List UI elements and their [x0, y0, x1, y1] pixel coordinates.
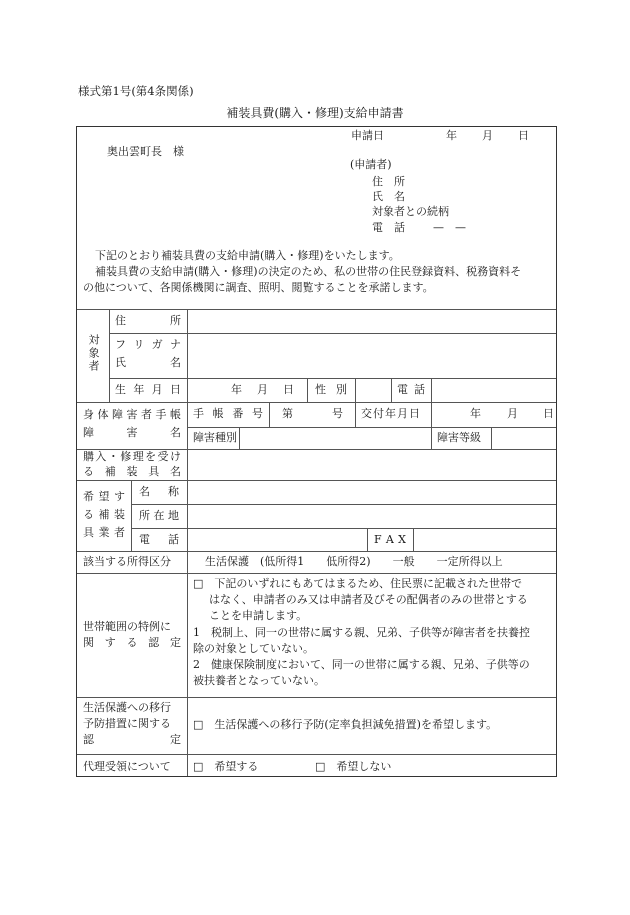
special-line-3: ことを申請します。 — [209, 609, 308, 622]
birth-year: 年 — [231, 383, 242, 396]
special-line-2: はなく、申請者のみ又は申請者及びその配偶者のみの世帯とする — [209, 593, 528, 606]
form-code: 様式第1号(第4条関係) — [78, 84, 194, 98]
special-line-1[interactable]: □ 下記のいずれにもあてはまるため、住民票に記載された世帯で — [193, 577, 522, 590]
handbook-number-label: 手 帳 番 号 — [193, 407, 263, 420]
applicant-name-label: 氏 名 — [372, 190, 405, 203]
vendor-location-label: 所 在 地 — [139, 509, 179, 522]
proxy-receipt-label: 代理受領について — [83, 760, 171, 773]
welfare-label-2: 予防措置に関する — [83, 717, 171, 730]
statement-line-2: 補装具費の支給申請(購入・修理)の決定のため、私の世帯の住民登録資料、税務資料そ — [95, 265, 522, 278]
apply-date-month: 月 — [482, 129, 493, 142]
disability-type-label: 障 害 種 別 — [193, 431, 237, 444]
vendor-name-label: 名 称 — [139, 485, 179, 498]
issue-day: 日 — [543, 407, 554, 420]
handbook-number-suffix: 号 — [332, 407, 343, 420]
birth-month: 月 — [257, 383, 268, 396]
issue-date-label: 交付年月日 — [361, 407, 421, 420]
handbook-number-prefix: 第 — [282, 407, 293, 420]
document-title: 補装具費(購入・修理)支給申請書 — [226, 106, 404, 120]
applicant-relation-label: 対象者との続柄 — [372, 205, 449, 218]
statement-line-1: 下記のとおり補装具費の支給申請(購入・修理)をいたします。 — [95, 249, 400, 262]
issue-year: 年 — [470, 407, 481, 420]
subject-sex-label: 性 別 — [315, 383, 347, 396]
apply-date-label: 申請日 — [351, 129, 384, 142]
welfare-label-1: 生活保護への移行 — [83, 701, 171, 714]
addressee: 奥出雲町長 様 — [107, 145, 184, 158]
subject-side-label: 対象者 — [87, 334, 100, 373]
handbook-label: 身 体 障 害 者 手 帳 — [83, 408, 181, 421]
vendor-side-1: 希 望 す — [83, 490, 125, 503]
apply-date-day: 日 — [518, 129, 529, 142]
birth-day: 日 — [283, 383, 294, 396]
application-form — [76, 126, 557, 777]
special-line-5: 除の対象としていない。 — [193, 642, 314, 655]
subject-name-label: 氏 名 — [115, 356, 181, 369]
vendor-side-2: る 補 装 — [83, 508, 125, 521]
issue-month: 月 — [507, 407, 518, 420]
special-label-bottom: 関 す る 認 定 — [83, 636, 181, 649]
special-label-top: 世帯範囲の特例に — [83, 620, 171, 633]
vendor-phone-label: 電 話 — [139, 533, 179, 546]
special-line-4: 1 税制上、同一の世帯に属する親、兄弟、子供等が障害者を扶養控 — [193, 626, 530, 639]
income-category-label: 該当する所得区分 — [83, 555, 171, 568]
applicant-phone-label: 電 話 — [372, 221, 405, 234]
device-label-bottom: る 補 装 具 名 — [83, 465, 181, 478]
proxy-no-checkbox[interactable]: □ 希望しない — [315, 760, 392, 773]
subject-address-label: 住 所 — [115, 314, 181, 327]
applicant-heading: (申請者) — [350, 158, 392, 171]
welfare-label-3: 認 定 — [83, 733, 181, 746]
statement-line-3: の他について、各関係機関に調査、照明、閲覧することを承諾します。 — [83, 281, 434, 294]
disability-grade-label: 障害等級 — [437, 431, 481, 444]
subject-birth-label: 生 年 月 日 — [115, 383, 181, 396]
disability-name-label: 障 害 名 — [83, 426, 181, 439]
special-line-6: 2 健康保険制度において、同一の世帯に属する親、兄弟、子供等の — [193, 658, 530, 671]
income-category-options: 生活保護 (低所得1 低所得2) 一般 一定所得以上 — [205, 555, 503, 568]
applicant-phone-dashes: — — — [433, 221, 466, 234]
special-line-7: 被扶養者となっていない。 — [193, 674, 325, 687]
apply-date-year: 年 — [446, 129, 457, 142]
proxy-yes-checkbox[interactable]: □ 希望する — [193, 760, 259, 773]
subject-phone-label: 電 話 — [397, 383, 425, 396]
vendor-side-3: 具 業 者 — [83, 526, 125, 539]
applicant-address-label: 住 所 — [372, 175, 405, 188]
welfare-prevention-checkbox[interactable]: □ 生活保護への移行予防(定率負担減免措置)を希望します。 — [193, 718, 498, 731]
subject-furigana-label: フ リ ガ ナ — [115, 338, 181, 351]
device-label-top: 購 入 ・ 修 理 を 受 け — [83, 450, 181, 463]
vendor-fax-label: F A X — [374, 533, 406, 546]
